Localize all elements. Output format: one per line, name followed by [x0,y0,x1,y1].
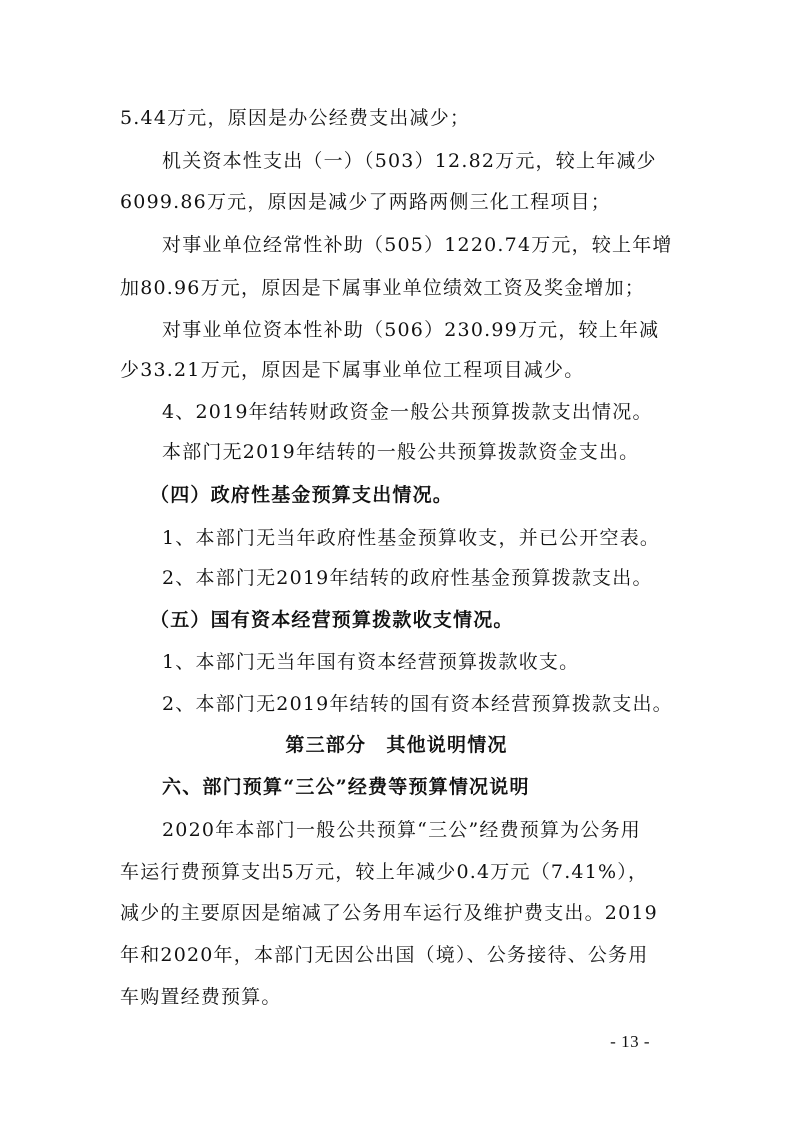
page-number: - 13 - [610,1032,650,1051]
paragraph-line: 2020年本部门一般公共预算“三公”经费预算为公务用 [162,819,641,841]
paragraph-line: 少33.21万元，原因是下属事业单位工程项目减少。 [120,359,585,381]
paragraph-line: 对事业单位资本性补助（506）230.99万元，较上年减 [162,319,660,341]
paragraph-line: 车购置经费预算。 [120,986,282,1008]
section-heading: （四）政府性基金预算支出情况。 [150,484,454,506]
paragraph-line: 1、本部门无当年政府性基金预算收支，并已公开空表。 [162,527,661,549]
part-title: 第三部分 其他说明情况 [285,734,508,756]
paragraph-line: 2、本部门无2019年结转的国有资本经营预算拨款支出。 [162,693,673,715]
paragraph-line: 本部门无2019年结转的一般公共预算拨款资金支出。 [162,441,640,463]
paragraph-line: 加80.96万元，原因是下属事业单位绩效工资及奖金增加； [120,277,645,299]
paragraph-line: 对事业单位经常性补助（505）1220.74万元，较上年增 [162,234,673,256]
section-item: 4、2019年结转财政资金一般公共预算拨款支出情况。 [162,401,653,423]
paragraph-line: 6099.86万元，原因是减少了两路两侧三化工程项目； [120,191,611,213]
paragraph-line: 1、本部门无当年国有资本经营预算拨款收支。 [162,651,580,673]
paragraph-line: 车运行费预算支出5万元，较上年减少0.4万元（7.41%）， [120,861,649,883]
paragraph-line: 5.44万元，原因是办公经费支出减少； [120,107,471,129]
paragraph-line: 2、本部门无2019年结转的政府性基金预算拨款支出。 [162,567,653,589]
paragraph-line: 机关资本性支出（一）（503）12.82万元，较上年减少 [162,150,657,172]
paragraph-line: 年和2020年，本部门无因公出国（境）、公务接待、公务用 [120,944,649,966]
paragraph-line: 减少的主要原因是缩减了公务用车运行及维护费支出。2019 [120,902,658,924]
section-heading: （五）国有资本经营预算拨款收支情况。 [150,609,514,631]
section-heading: 六、部门预算“三公”经费等预算情况说明 [162,776,530,798]
